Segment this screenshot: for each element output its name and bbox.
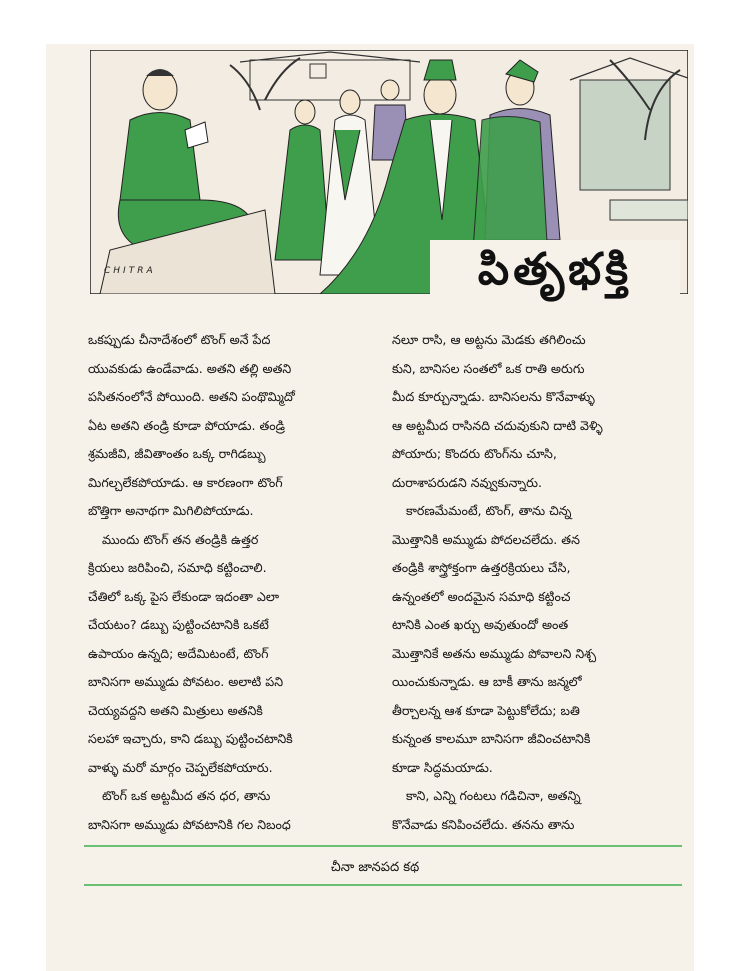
text-line: చేతిలో ఒక్క పైస లేకుండా ఇదంతా ఎలా	[88, 588, 280, 604]
footer-rule-top	[84, 845, 682, 847]
text-line: చెయ్యవద్దని అతని మిత్రులు అతనికి	[88, 702, 263, 718]
text-line: తండ్రికి శాస్త్రోక్తంగా ఉత్తరక్రియలు చేసి,	[392, 560, 571, 575]
text-line: క్రియలు జరిపించి, సమాధి కట్టించాలి.	[88, 560, 267, 575]
text-line: బొత్తిగా అనాథగా మిగిలిపోయాడు.	[88, 503, 254, 518]
illustration-signature: CHITRA	[104, 266, 156, 276]
text-line: శ్రమజీవి, జీవితాంతం ఒక్క రాగిడబ్బు	[88, 446, 266, 461]
text-line: ఏట అతని తండ్రి కూడా పోయాడు. తండ్రి	[88, 417, 285, 433]
footer-rule-bottom	[84, 884, 682, 886]
text-line: బానిసగా అమ్ముడు పోవటానికి గల నిబంధ	[88, 816, 291, 832]
text-line: ఒకప్పుడు చీనాదేశంలో టొంగ్ అనే పేద	[88, 332, 271, 347]
text-line: కుని, బానిసల సంతలో ఒక రాతి అరుగు	[392, 360, 585, 376]
text-line: మొత్తానికి అమ్ముడు పోదలచలేదు. తన	[392, 531, 580, 547]
text-line: ముందు టొంగ్ తన తండ్రికి ఉత్తర	[102, 531, 259, 547]
text-line: కారణమేమంటే, టొంగ్, తాను చిన్న	[406, 503, 572, 518]
text-line: చేయటం? డబ్బు పుట్టించటానికి ఒకటే	[88, 617, 269, 632]
text-line: దురాశాపరుడని నవ్వుకున్నారు.	[392, 474, 542, 490]
text-line: మీద కూర్చున్నాడు. బానిసలను కొనేవాళ్ళు	[392, 389, 595, 404]
text-line: టానికి ఎంత ఖర్చు అవుతుందో అంత	[392, 617, 569, 632]
text-line: యించుకున్నాడు. ఆ బాకీ తాను జన్మలో	[392, 674, 582, 689]
text-line: కూడా సిద్ధమయాడు.	[392, 759, 493, 775]
text-line: తీర్చాలన్న ఆశ కూడా పెట్టుకోలేదు; బతి	[392, 702, 580, 718]
footer-caption: చీనా జానపద కథ	[330, 860, 420, 875]
text-line: ఉన్నంతలో అందమైన సమాధి కట్టించ	[392, 588, 571, 604]
text-line: కున్నంత కాలమూ బానిసగా జీవించటానికి	[392, 731, 591, 746]
text-line: వాళ్ళు మరో మార్గం చెప్పలేకపోయారు.	[88, 759, 273, 775]
text-line: యువకుడు ఉండేవాడు. అతని తల్లి అతని	[88, 360, 292, 376]
text-line: సలహా ఇచ్చారు, కాని డబ్బు పుట్టించటానికి	[88, 731, 293, 746]
text-line: మొత్తానికే అతను అమ్ముడు పోవాలని నిశ్చ	[392, 645, 597, 661]
text-line: కాని, ఎన్ని గంటలు గడిచినా, అతన్ని	[406, 788, 581, 803]
text-line: నలూ రాసి, ఆ అట్టను మెడకు తగిలించు	[392, 332, 586, 347]
text-line: బానిసగా అమ్ముడు పోవటం. అలాటి పని	[88, 674, 284, 689]
text-column-right	[392, 326, 688, 839]
text-line: కొనేవాడు కనిపించలేదు. తనను తాను	[392, 816, 575, 832]
text-line: పోయారు; కొందరు టొంగ్‌ను చూసి,	[392, 446, 557, 461]
text-line: మిగల్చలేకపోయాడు. ఆ కారణంగా టొంగ్	[88, 474, 283, 490]
story-title: పితృభక్తి	[430, 240, 680, 310]
text-line: ఆ అట్టమీద రాసినది చదువుకుని దాటి వెళ్ళి	[392, 417, 603, 433]
text-line: టొంగ్ ఒక అట్టమీద తన ధర, తాను	[102, 788, 271, 803]
text-column-left	[88, 326, 384, 839]
text-line: ఉపాయం ఉన్నది; అదేమిటంటే, టొంగ్	[88, 645, 269, 661]
text-line: పసితనంలోనే పోయింది. అతని పంథొమ్మిదో	[88, 389, 295, 404]
